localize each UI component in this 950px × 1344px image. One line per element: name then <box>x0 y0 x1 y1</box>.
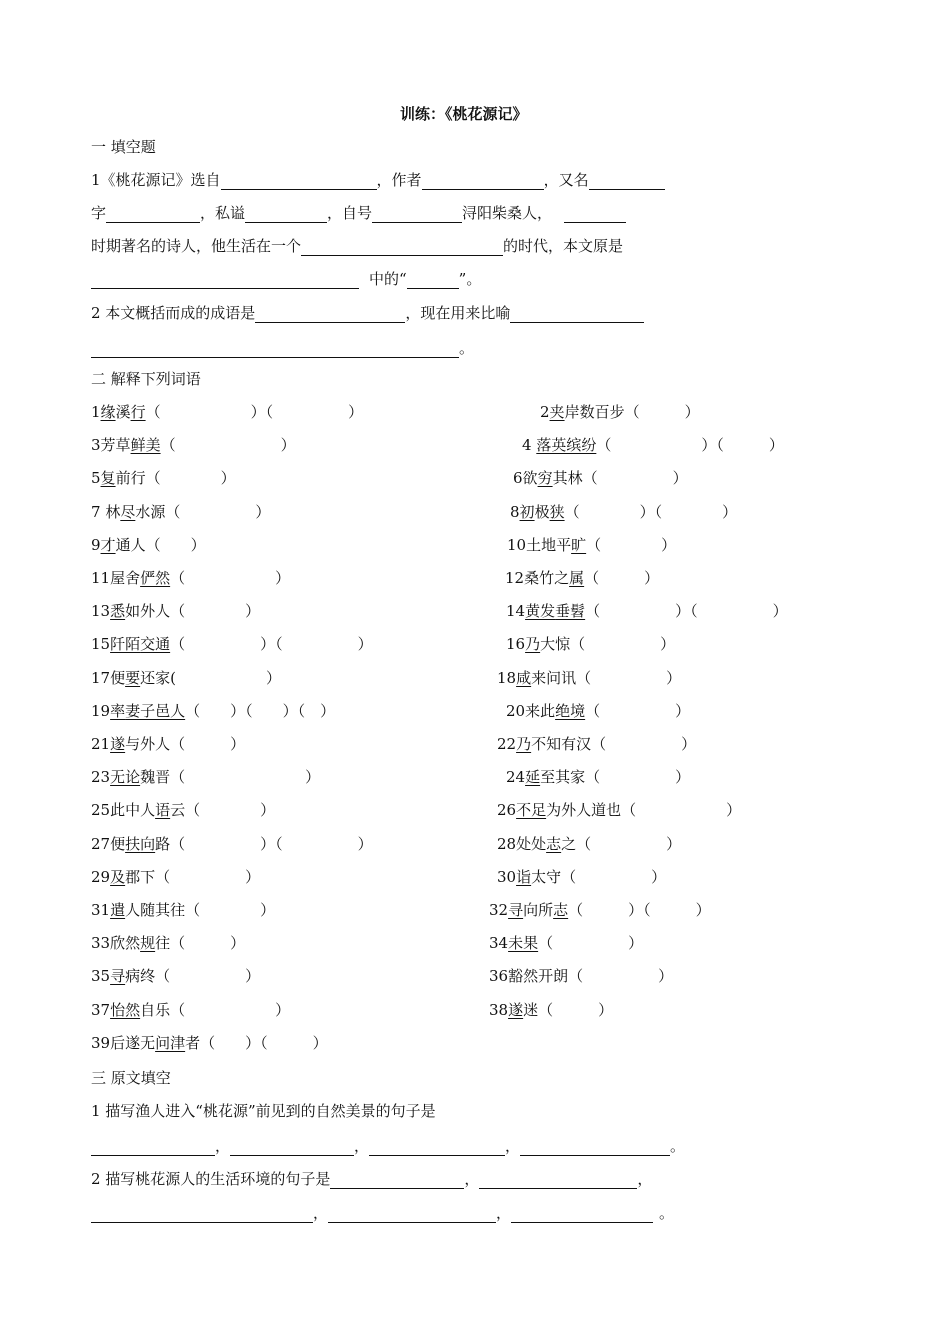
vocab-text: 太守 <box>531 867 562 886</box>
vocab-keyword: 志 <box>553 901 569 919</box>
answer-parentheses[interactable]: （ ） <box>561 867 667 886</box>
fill-text: ，现在用来比喻 <box>405 304 511 322</box>
vocab-text: 不知有汉 <box>531 735 592 753</box>
answer-parentheses[interactable]: （ ） <box>591 735 697 753</box>
vocab-text: 豁然开朗 <box>508 967 569 986</box>
answer-blank[interactable] <box>564 206 626 223</box>
vocab-number: 11 <box>91 569 111 587</box>
vocab-keyword: 诣 <box>516 867 532 886</box>
vocab-item <box>522 435 784 455</box>
vocab-item <box>497 834 681 854</box>
answer-parentheses[interactable]: （ ） <box>160 436 296 455</box>
vocab-number: 38 <box>489 1000 509 1019</box>
vocab-keyword: 交通 <box>140 635 171 654</box>
vocab-keyword: 乃 <box>516 735 532 753</box>
vocab-text: 林 <box>105 502 121 521</box>
answer-blank[interactable] <box>106 206 200 223</box>
vocab-keyword: 黄发 <box>525 602 556 621</box>
fill-line-2 <box>91 203 626 223</box>
fill-text: 1《桃花源记》选自 <box>91 171 221 189</box>
answer-parentheses[interactable]: （ ） <box>624 403 700 421</box>
vocab-item <box>505 568 659 588</box>
vocab-item <box>489 933 643 953</box>
section-heading-fill-blank: 一 填空题 <box>91 138 156 156</box>
answer-blank[interactable] <box>511 1206 653 1223</box>
vocab-keyword: 不足 <box>516 801 547 820</box>
vocab-item <box>510 502 737 522</box>
vocab-number: 3 <box>91 436 101 455</box>
vocab-number: 5 <box>91 469 101 488</box>
answer-blank[interactable] <box>255 306 405 323</box>
vocab-item <box>497 867 666 887</box>
answer-line-q2 <box>91 1203 674 1223</box>
vocab-number: 30 <box>497 867 517 886</box>
vocab-number: 10 <box>507 535 527 554</box>
vocab-text: 向所 <box>523 901 554 919</box>
vocab-item <box>506 767 690 787</box>
answer-parentheses[interactable]: （ ） <box>145 535 206 554</box>
fill-text: 浔阳柴桑人， <box>462 204 553 222</box>
fill-line-5 <box>91 303 644 323</box>
vocab-keyword: 绝境 <box>555 701 586 720</box>
answer-parentheses[interactable]: （ ） <box>576 834 682 853</box>
answer-blank[interactable] <box>510 306 644 323</box>
fill-text: 2 本文概括而成的成语是 <box>91 304 256 322</box>
vocab-number: 14 <box>506 602 526 621</box>
vocab-keyword: 狭 <box>549 502 565 521</box>
vocab-item <box>489 900 711 920</box>
vocab-text: 土地平 <box>526 535 572 554</box>
answer-blank[interactable] <box>407 272 459 289</box>
vocab-text: 自乐 <box>140 1000 171 1019</box>
vocab-keyword: 缘 <box>100 403 116 421</box>
vocab-text: 便 <box>110 668 126 687</box>
section-heading-explain-words: 二 解释下列词语 <box>91 370 201 388</box>
fill-line-6 <box>91 338 474 358</box>
answer-blank[interactable] <box>91 1206 313 1223</box>
answer-blank[interactable] <box>589 173 665 190</box>
vocab-keyword: 无论 <box>110 768 141 787</box>
vocab-number: 28 <box>497 834 517 853</box>
vocab-item <box>91 834 373 854</box>
vocab-text: 者 <box>185 1033 201 1052</box>
vocab-text: 通人 <box>115 535 146 554</box>
vocab-item <box>489 1000 613 1020</box>
answer-blank[interactable] <box>422 173 544 190</box>
answer-parentheses[interactable]: （ ） <box>538 1000 614 1019</box>
vocab-keyword: 寻 <box>110 967 126 986</box>
answer-blank[interactable] <box>479 1172 637 1189</box>
vocab-text: 为外人道也 <box>546 801 622 820</box>
vocab-keyword: 俨然 <box>140 569 171 587</box>
answer-parentheses[interactable]: （ ） <box>165 502 271 521</box>
answer-blank[interactable] <box>328 1206 496 1223</box>
vocab-text: 至其家 <box>540 768 586 787</box>
vocab-keyword: 扶 <box>125 834 141 853</box>
vocab-text: 云 <box>170 801 186 820</box>
vocab-number: 27 <box>91 834 111 853</box>
vocab-number: 22 <box>497 735 517 753</box>
answer-parentheses[interactable]: （ ） <box>585 701 691 720</box>
vocab-text: 溪 <box>115 403 131 421</box>
answer-parentheses[interactable]: （ ）（ ）（ ） <box>185 701 336 720</box>
comma: ， <box>313 1204 329 1222</box>
vocab-number: 39 <box>91 1033 111 1052</box>
fill-line-4 <box>91 269 481 289</box>
answer-blank[interactable] <box>245 206 327 223</box>
comma: ， <box>464 1170 480 1188</box>
vocab-text: 其林 <box>552 469 583 488</box>
vocab-item <box>91 402 363 422</box>
vocab-keyword: 遣 <box>110 901 126 919</box>
answer-blank[interactable] <box>369 1139 505 1156</box>
fill-line-3 <box>91 236 623 256</box>
answer-parentheses[interactable]: （ ） <box>568 967 674 986</box>
vocab-keyword: 落英缤纷 <box>536 436 597 455</box>
vocab-text: 屋舍 <box>110 569 141 587</box>
vocab-number: 29 <box>91 867 111 886</box>
vocab-keyword: 才 <box>100 535 116 554</box>
vocab-keyword: 鲜美 <box>130 436 161 455</box>
vocab-number: 20 <box>506 701 526 720</box>
vocab-number: 15 <box>91 635 111 654</box>
vocab-text: 欣然 <box>110 934 141 953</box>
vocab-item <box>91 502 270 522</box>
vocab-keyword: 未果 <box>508 934 539 953</box>
vocab-keyword: 属 <box>569 569 585 587</box>
vocab-number: 17 <box>91 668 111 687</box>
vocab-keyword: 遂 <box>508 1000 524 1019</box>
answer-parentheses[interactable]: （ ）（ ） <box>170 635 373 654</box>
vocab-text: 与外人 <box>125 735 171 753</box>
vocab-item <box>91 634 373 654</box>
vocab-text: 桑竹之 <box>524 569 570 587</box>
vocab-text: 路 <box>155 834 171 853</box>
vocab-text: 便 <box>110 834 126 853</box>
fill-text: 中的“ <box>369 270 407 288</box>
vocab-item <box>91 734 245 754</box>
comma: ， <box>354 1137 370 1155</box>
vocab-number: 6 <box>513 469 523 488</box>
vocab-number: 36 <box>489 967 509 986</box>
vocab-keyword: 行 <box>130 403 146 421</box>
fill-text: ”。 <box>458 270 482 288</box>
vocab-item <box>91 535 206 555</box>
vocab-number: 2 <box>540 403 550 421</box>
vocab-item <box>91 867 260 887</box>
fill-text: ，作者 <box>376 171 422 189</box>
vocab-text: 病终 <box>125 967 156 986</box>
vocab-item <box>506 701 690 721</box>
comma: ， <box>496 1204 512 1222</box>
answer-blank[interactable] <box>372 206 462 223</box>
answer-blank[interactable] <box>91 272 359 289</box>
answer-parentheses[interactable]: （ ）（ ） <box>596 436 784 455</box>
vocab-text: 大惊 <box>540 635 571 654</box>
answer-parentheses[interactable]: （ ）（ ） <box>585 602 788 621</box>
vocab-item <box>91 900 275 920</box>
vocab-text: 岸数百步 <box>564 403 625 421</box>
vocab-text: 之 <box>561 834 577 853</box>
vocab-text: 极 <box>534 502 550 521</box>
fill-line-1 <box>91 170 665 190</box>
answer-blank[interactable] <box>221 173 377 190</box>
vocab-keyword: 要 <box>125 668 141 687</box>
vocab-item <box>489 966 673 986</box>
fill-text: ，又名 <box>543 171 589 189</box>
answer-parentheses[interactable]: （ ） <box>621 801 742 820</box>
answer-parentheses[interactable]: （ ） <box>170 1000 291 1019</box>
vocab-keyword: 规 <box>140 934 156 953</box>
vocab-number: 1 <box>91 403 101 421</box>
vocab-item <box>91 668 281 688</box>
comma: ， <box>505 1137 521 1155</box>
vocab-item <box>91 468 236 488</box>
vocab-keyword: 垂髫 <box>555 602 586 621</box>
vocab-item <box>91 933 245 953</box>
vocab-item <box>91 568 290 588</box>
vocab-keyword: 延 <box>525 768 541 787</box>
vocab-item <box>91 601 260 621</box>
vocab-text: 郡下 <box>125 867 156 886</box>
vocab-keyword: 向 <box>140 834 156 853</box>
period: 。 <box>670 1137 686 1155</box>
section-heading-original-text: 三 原文填空 <box>91 1069 171 1087</box>
vocab-number: 21 <box>91 735 111 753</box>
vocab-number: 33 <box>91 934 111 953</box>
vocab-text: 魏晋 <box>140 768 171 787</box>
vocab-item <box>540 402 700 422</box>
vocab-text: 还家 <box>140 668 171 687</box>
vocab-item <box>513 468 688 488</box>
answer-blank[interactable] <box>330 1172 464 1189</box>
fill-text: 的时代，本文原是 <box>503 237 624 255</box>
vocab-text: 迷 <box>523 1000 539 1019</box>
question-1: 1 描写渔人进入“桃花源”前见到的自然美景的句子是 <box>91 1102 436 1120</box>
answer-parentheses[interactable]: （ ） <box>155 867 261 886</box>
vocab-keyword: 志 <box>546 834 562 853</box>
page-title: 训练：《桃花源记》 <box>400 105 528 123</box>
vocab-item <box>91 800 275 820</box>
vocab-keyword: 妻子邑人 <box>125 701 186 720</box>
vocab-keyword: 阡陌 <box>110 635 141 654</box>
vocab-number: 32 <box>489 901 509 919</box>
vocab-keyword: 穷 <box>537 469 553 488</box>
vocab-text: 芳草 <box>100 436 131 455</box>
vocab-number: 34 <box>489 934 509 953</box>
answer-parentheses[interactable]: （ ） <box>586 535 677 554</box>
vocab-keyword: 夹 <box>549 403 565 421</box>
comma: ， <box>637 1170 653 1188</box>
fill-text: 。 <box>459 339 475 357</box>
vocab-text: 前行 <box>115 469 146 488</box>
vocab-item <box>91 966 260 986</box>
answer-parentheses[interactable]: （ ）（ ） <box>564 502 738 521</box>
answer-parentheses[interactable]: （ ） <box>185 901 276 919</box>
vocab-item <box>497 800 741 820</box>
vocab-item <box>497 734 696 754</box>
vocab-keyword: 悉 <box>110 602 126 621</box>
vocab-text: 后遂无 <box>110 1033 156 1052</box>
vocab-keyword: 寻 <box>508 901 524 919</box>
answer-parentheses[interactable]: （ ） <box>170 569 291 587</box>
vocab-keyword: 语 <box>155 801 171 820</box>
vocab-keyword: 乃 <box>525 635 541 654</box>
vocab-keyword: 怡然 <box>110 1000 141 1019</box>
answer-parentheses[interactable]: （ ） <box>145 469 236 488</box>
vocab-item <box>91 1000 290 1020</box>
vocab-item <box>91 767 320 787</box>
vocab-keyword: 咸 <box>516 668 532 687</box>
answer-parentheses[interactable]: （ ）（ ） <box>568 901 711 919</box>
vocab-number: 16 <box>506 635 526 654</box>
vocab-text: 来问讯 <box>531 668 577 687</box>
answer-parentheses[interactable]: （ ）（ ） <box>145 403 364 421</box>
answer-parentheses[interactable]: （ ）（ ） <box>200 1033 328 1052</box>
vocab-number: 24 <box>506 768 526 787</box>
vocab-text: 水源 <box>135 502 166 521</box>
comma: ， <box>215 1137 231 1155</box>
vocab-text: 如外人 <box>125 602 171 621</box>
vocab-item <box>91 435 296 455</box>
vocab-keyword: 尽 <box>120 502 136 521</box>
answer-parentheses[interactable]: （ ） <box>538 934 644 953</box>
vocab-item <box>91 1033 328 1053</box>
vocab-number: 18 <box>497 668 517 687</box>
answer-parentheses[interactable]: （ ） <box>576 668 682 687</box>
vocab-keyword: 率 <box>110 701 126 720</box>
fill-text: ，自号 <box>327 204 373 222</box>
question-2 <box>91 1169 652 1189</box>
vocab-keyword: 初 <box>519 502 535 521</box>
vocab-item <box>506 601 788 621</box>
fill-text: ，私谥 <box>200 204 246 222</box>
vocab-item <box>497 668 681 688</box>
answer-parentheses[interactable]: （ ） <box>170 768 321 787</box>
vocab-number: 26 <box>497 801 517 820</box>
vocab-text: 往 <box>155 934 171 953</box>
answer-parentheses[interactable]: （ ） <box>170 735 246 753</box>
answer-parentheses[interactable]: （ ） <box>570 635 676 654</box>
vocab-number: 37 <box>91 1000 111 1019</box>
vocab-keyword: 问津 <box>155 1033 186 1052</box>
fill-text: 字 <box>91 204 107 222</box>
vocab-text: 欲 <box>522 469 538 488</box>
vocab-item <box>507 535 676 555</box>
vocab-keyword: 复 <box>100 469 116 488</box>
answer-blank[interactable] <box>91 341 459 358</box>
answer-parentheses[interactable]: （ ）（ ） <box>170 834 373 853</box>
answer-parentheses[interactable]: （ ） <box>155 967 261 986</box>
vocab-number: 12 <box>505 569 525 587</box>
vocab-item <box>506 634 675 654</box>
vocab-number: 8 <box>510 502 520 521</box>
vocab-text: 处处 <box>516 834 547 853</box>
answer-parentheses[interactable]: ( ） <box>170 668 281 687</box>
vocab-keyword: 遂 <box>110 735 126 753</box>
vocab-number: 31 <box>91 901 111 919</box>
answer-line-q1 <box>91 1136 685 1156</box>
fill-text: 时期著名的诗人，他生活在一个 <box>91 237 302 255</box>
question-2-text: 2 描写桃花源人的生活环境的句子是 <box>91 1170 331 1188</box>
answer-parentheses[interactable]: （ ） <box>584 569 660 587</box>
vocab-number: 13 <box>91 602 111 621</box>
answer-parentheses[interactable]: （ ） <box>582 469 688 488</box>
answer-blank[interactable] <box>91 1139 215 1156</box>
vocab-number: 25 <box>91 801 111 820</box>
vocab-number: 35 <box>91 967 111 986</box>
vocab-text: 此中人 <box>110 801 156 820</box>
vocab-number: 4 <box>522 436 537 455</box>
answer-parentheses[interactable]: （ ） <box>185 801 276 820</box>
vocab-keyword: 旷 <box>571 535 587 554</box>
vocab-number: 9 <box>91 535 101 554</box>
vocab-item <box>91 701 335 721</box>
answer-blank[interactable] <box>230 1139 354 1156</box>
answer-parentheses[interactable]: （ ） <box>170 602 261 621</box>
answer-parentheses[interactable]: （ ） <box>585 768 691 787</box>
answer-blank[interactable] <box>520 1139 670 1156</box>
answer-parentheses[interactable]: （ ） <box>170 934 246 953</box>
vocab-keyword: 及 <box>110 867 126 886</box>
period: 。 <box>659 1204 675 1222</box>
vocab-number: 7 <box>91 502 106 521</box>
answer-blank[interactable] <box>301 239 503 256</box>
vocab-text: 来此 <box>525 701 556 720</box>
vocab-text: 人随其往 <box>125 901 186 919</box>
vocab-number: 23 <box>91 768 111 787</box>
vocab-number: 19 <box>91 701 111 720</box>
